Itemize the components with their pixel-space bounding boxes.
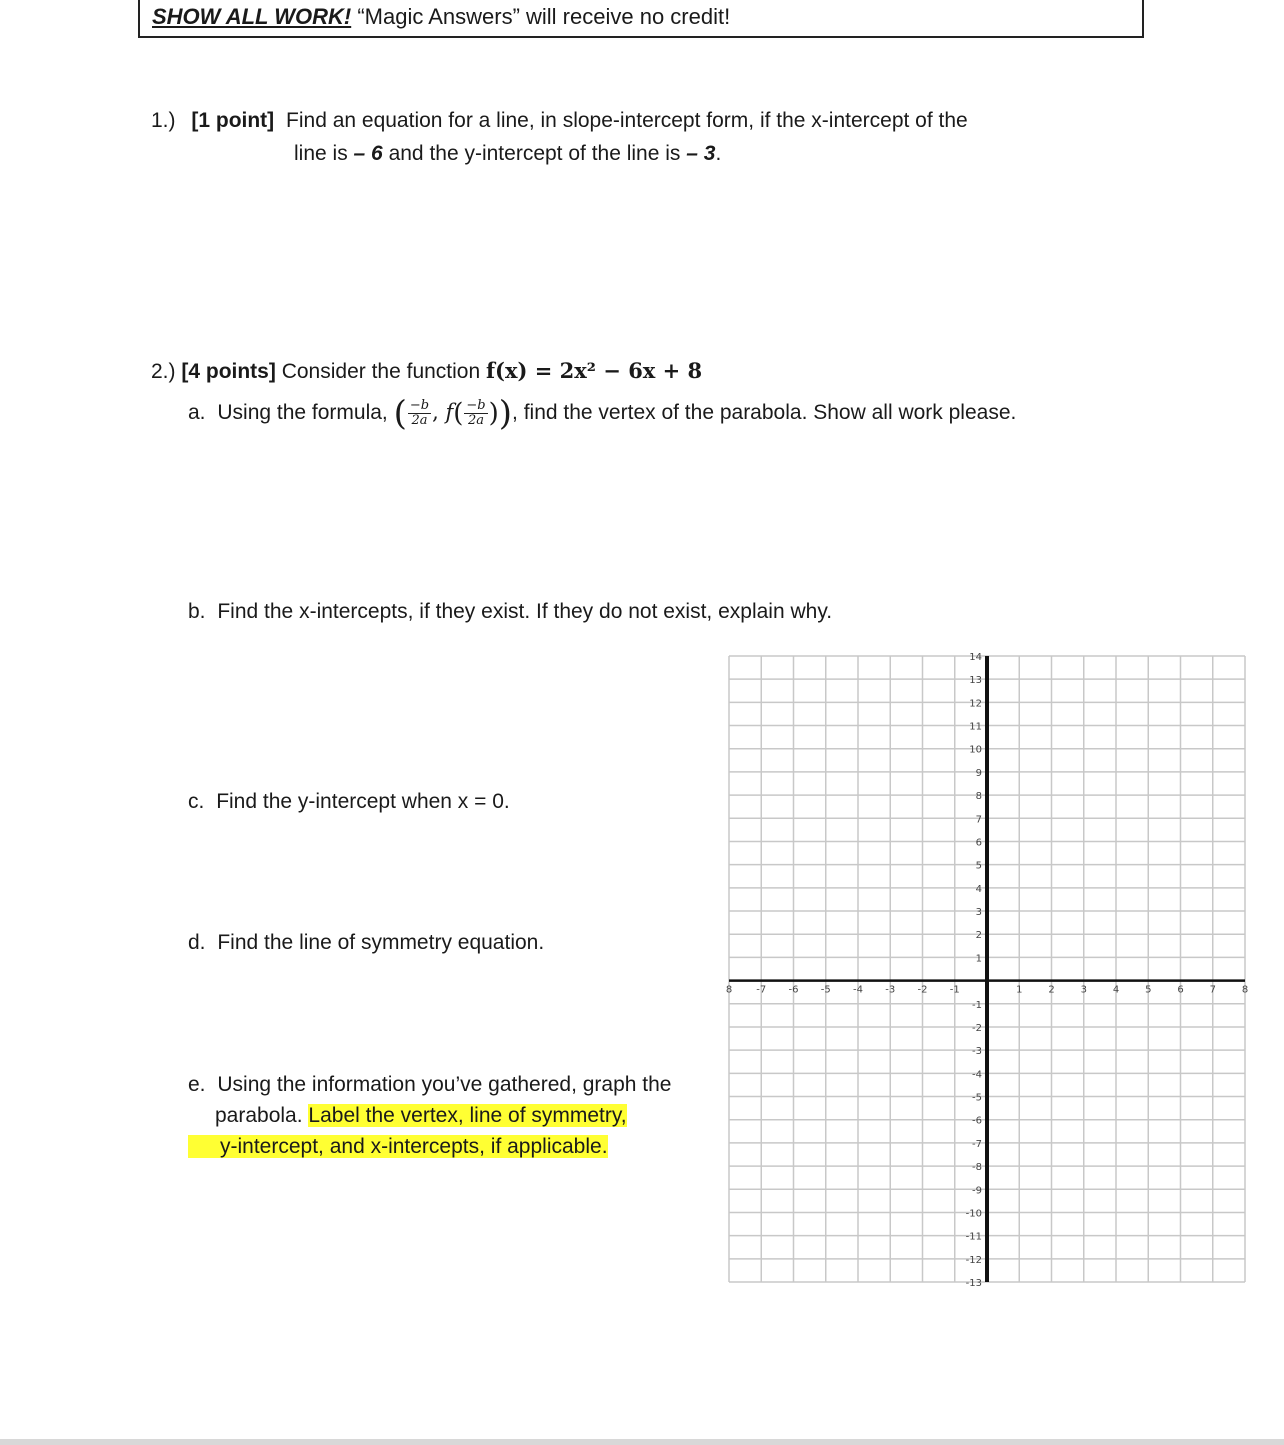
y-tick-label: 11 [969,721,982,733]
y-tick-label: -8 [972,1162,982,1174]
y-tick-label: -12 [965,1254,982,1266]
question-1-cont [294,138,721,170]
y-tick-label: 12 [969,698,982,710]
q1-line2c: . [715,142,722,165]
y-tick-label: 5 [975,860,982,872]
x-tick-label: 6 [1177,984,1184,996]
question-2 [151,355,702,388]
x-tick-label: -6 [788,984,799,996]
part-a-text1: Using the formula, [217,401,388,424]
q1-y-intercept: – 3 [686,142,716,165]
part-a-label: a. [188,401,206,424]
x-tick-label: -3 [885,984,896,996]
part-b-text: Find the x-intercepts, if they exist. If they do not exist, explain why. [217,600,833,623]
formula-f: f [445,400,454,424]
part-a [188,393,1017,434]
y-tick-label: 4 [975,883,982,895]
x-tick-label: -5 [820,984,831,996]
part-e-highlight-1: Label the vertex, line of symmetry, [308,1104,627,1127]
part-d-text: Find the line of symmetry equation. [217,931,545,954]
x-tick-label: 2 [1048,984,1055,996]
page-bottom-edge [0,1439,1284,1445]
part-e-line1: Using the information you’ve gathered, graph the [217,1073,672,1096]
part-e-line2-plain: parabola. [215,1104,309,1127]
y-tick-label: -2 [972,1022,982,1034]
formula-den-1: 2a [411,412,428,428]
y-tick-label: 13 [969,675,982,687]
q1-line2b: and the y-intercept of the line is [382,142,687,165]
q1-x-intercept: – 6 [353,142,383,165]
formula-num-1: −b [409,397,430,413]
x-tick-label: 3 [1080,984,1087,996]
q1-line2a: line is [294,142,354,165]
q2-points: [4 points] [181,360,276,383]
y-tick-label: -4 [972,1069,982,1081]
y-tick-label: -10 [965,1208,982,1220]
y-tick-label: 7 [975,814,982,826]
part-a-text2: , find the vertex of the parabola. Show all work please. [512,401,1017,424]
q1-line1: Find an equation for a line, in slope-intercept form, if the x-intercept of the [286,109,968,132]
x-tick-label: -7 [756,984,767,996]
q1-number: 1.) [151,109,176,132]
part-e-cont2 [188,1131,608,1163]
y-tick-label: -9 [972,1185,982,1197]
y-tick-label: 8 [975,791,982,803]
q2-function: f(x) = 2x² − 6x + 8 [486,358,703,383]
instructions-banner [138,0,1144,38]
x-tick-label: -2 [917,984,928,996]
x-tick-label: 4 [1112,984,1120,996]
y-tick-label: 6 [975,837,982,849]
q1-points: [1 point] [191,109,275,132]
q2-number: 2.) [151,360,176,383]
magic-answers-text: “Magic Answers” will receive no credit! [351,4,731,29]
part-e-highlight-2: y-intercept, and x-intercepts, if applicable. [188,1135,608,1158]
part-d-label: d. [188,931,206,954]
y-tick-label: -7 [972,1138,982,1150]
y-tick-label: 2 [975,930,982,942]
y-tick-label: 14 [969,652,982,663]
q2-intro: Consider the function [281,360,486,383]
show-all-work-text: SHOW ALL WORK! [152,4,352,29]
y-tick-label: -3 [972,1046,982,1058]
y-tick-label: -1 [972,999,982,1011]
vertex-formula: ( $\frac{-b}{2a}$ , f( $\frac{-b}{2a}$ )) [393,393,513,434]
x-tick-label: 8 [725,984,733,996]
part-c-label: c. [188,790,205,813]
y-tick-label: 9 [975,767,982,779]
part-b-label: b. [188,600,206,623]
part-c-text: Find the y-intercept when x = 0. [216,790,510,813]
question-1 [151,105,968,137]
y-tick-label: -13 [965,1278,982,1286]
x-tick-label: 5 [1145,984,1152,996]
part-e-cont [215,1100,627,1132]
y-tick-label: -11 [965,1231,982,1243]
x-tick-label: 1 [1016,984,1023,996]
y-tick-label: 3 [975,907,982,919]
part-e [188,1069,671,1101]
y-tick-label: -5 [972,1092,982,1104]
x-tick-label: 7 [1209,984,1216,996]
x-tick-label: -4 [853,984,863,996]
part-e-label: e. [188,1073,206,1096]
formula-num-2: −b [466,397,486,413]
part-d [188,927,544,959]
part-b [188,596,832,628]
x-tick-label: -1 [949,984,960,996]
coordinate-grid [725,650,1249,1286]
formula-den-2: 2a [468,412,485,428]
y-tick-label: -6 [972,1115,982,1127]
part-c [188,786,510,818]
x-tick-label: 8 [1241,984,1249,996]
y-tick-label: 10 [969,744,982,756]
y-tick-label: 1 [975,953,982,965]
